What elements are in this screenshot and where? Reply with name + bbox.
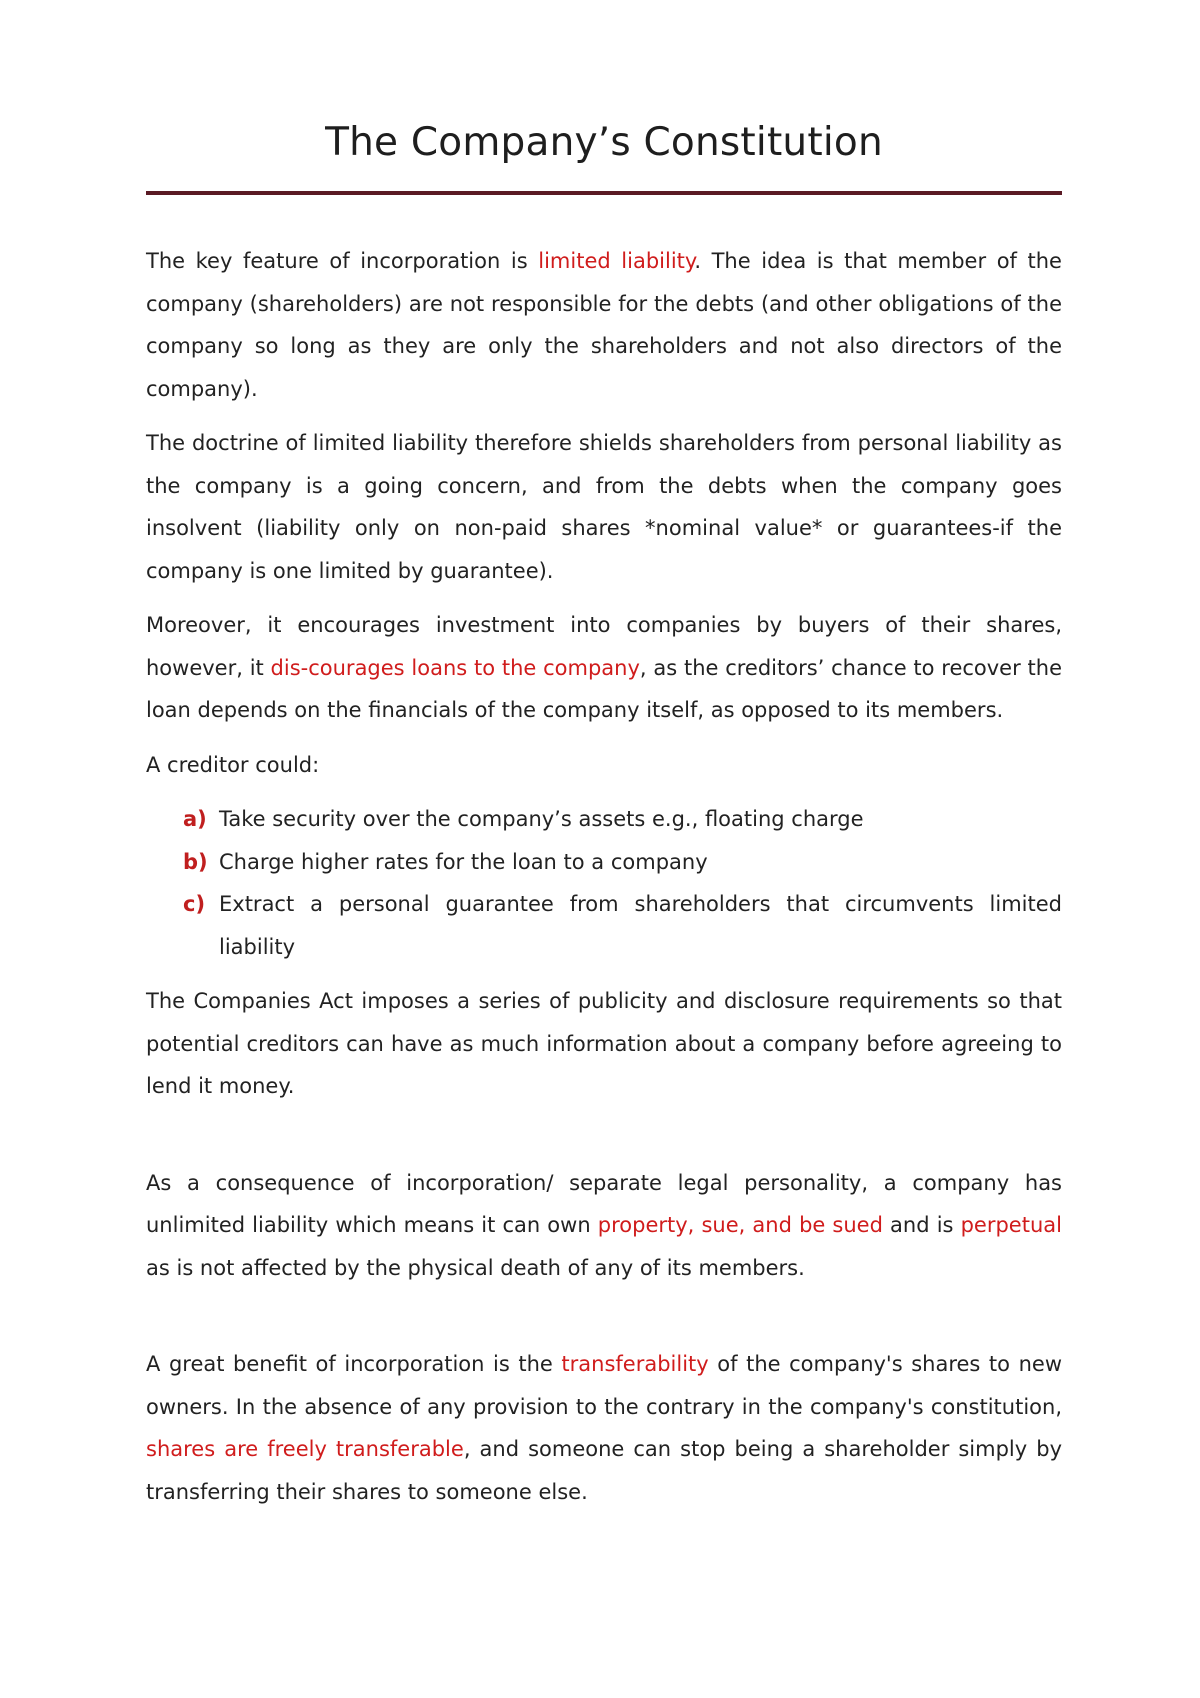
list-item-text: Charge higher rates for the loan to a company [219,849,708,874]
paragraph-companies-act: The Companies Act imposes a series of publicity and disclosure requirements so that potential creditors can have as much information about a company before agreeing to lend it money. [146,989,1062,1098]
p7-text-b: of the company's shares to new owners. In the absence of any provision to the contrary in the company's constitution, [146,1352,1062,1419]
list-item [146,841,1062,884]
highlight-transferability: transferability [561,1352,709,1376]
paragraph-creditor-intro: A creditor could: [146,752,320,777]
list-item [146,798,1062,841]
list-item-text: Take security over the company’s assets e.g., floating charge [219,807,864,831]
blank-line [146,1301,1062,1343]
page-title: The Company’s Constitution [325,120,883,165]
title-divider [146,191,1062,195]
paragraph-legal-personality [146,1162,1062,1290]
list-marker: b) [183,849,208,874]
paragraph-investment [146,604,1062,732]
list-marker: a) [183,807,207,831]
paragraph-transferability [146,1343,1062,1513]
p6-text-a: As a consequence of incorporation/ separate legal personality, a company has unlimited liability which means it can own [146,1170,1062,1237]
document-page [146,0,1062,1525]
p3-text-a: Moreover, it encourages investment into companies by buyers of their shares, however, it [146,613,1062,680]
paragraph-doctrine: The doctrine of limited liability therefore shields shareholders from personal liability as the company is a going concern, and from the debts when the company goes insolvent (liability only on non-paid shares *nominal value* or guarantees-if the company is one limited by guarantee). [146,431,1062,583]
p6-text-b: and is [882,1213,961,1237]
document-body [146,240,1062,1513]
highlight-freely-transferable: shares are freely transferable [146,1437,464,1461]
highlight-discourages-loans: dis-courages loans to the company [270,655,640,680]
list-marker: c) [183,892,206,916]
p7-text-a: A great benefit of incorporation is the [146,1352,562,1376]
highlight-perpetual: perpetual [960,1213,1062,1237]
list-item-text: Extract a personal guarantee from shareholders that circumvents limited liability [219,892,1062,959]
blank-line [146,1120,1062,1162]
p1-text-a: The key feature of incorporation is [146,249,539,273]
highlight-limited-liability: limited liability [538,249,695,273]
creditor-options-list [146,798,1062,968]
p1-text-b: . The idea is that member of the company (shareholders) are not responsible for the debts (and other obligations of the company so long as they are only the shareholders and not also directors of the company). [146,249,1062,401]
list-item [146,883,1062,968]
paragraph-limited-liability [146,240,1062,410]
highlight-property-sue: property, sue, and be sued [597,1213,883,1237]
p3-text-b: , as the creditors’ chance to recover the loan depends on the financials of the company itself, as opposed to its members. [146,655,1062,722]
p7-text-c: , and someone can stop being a shareholder simply by transferring their shares to someone else. [146,1437,1062,1504]
p6-text-c: as is not affected by the physical death of any of its members. [146,1255,805,1280]
